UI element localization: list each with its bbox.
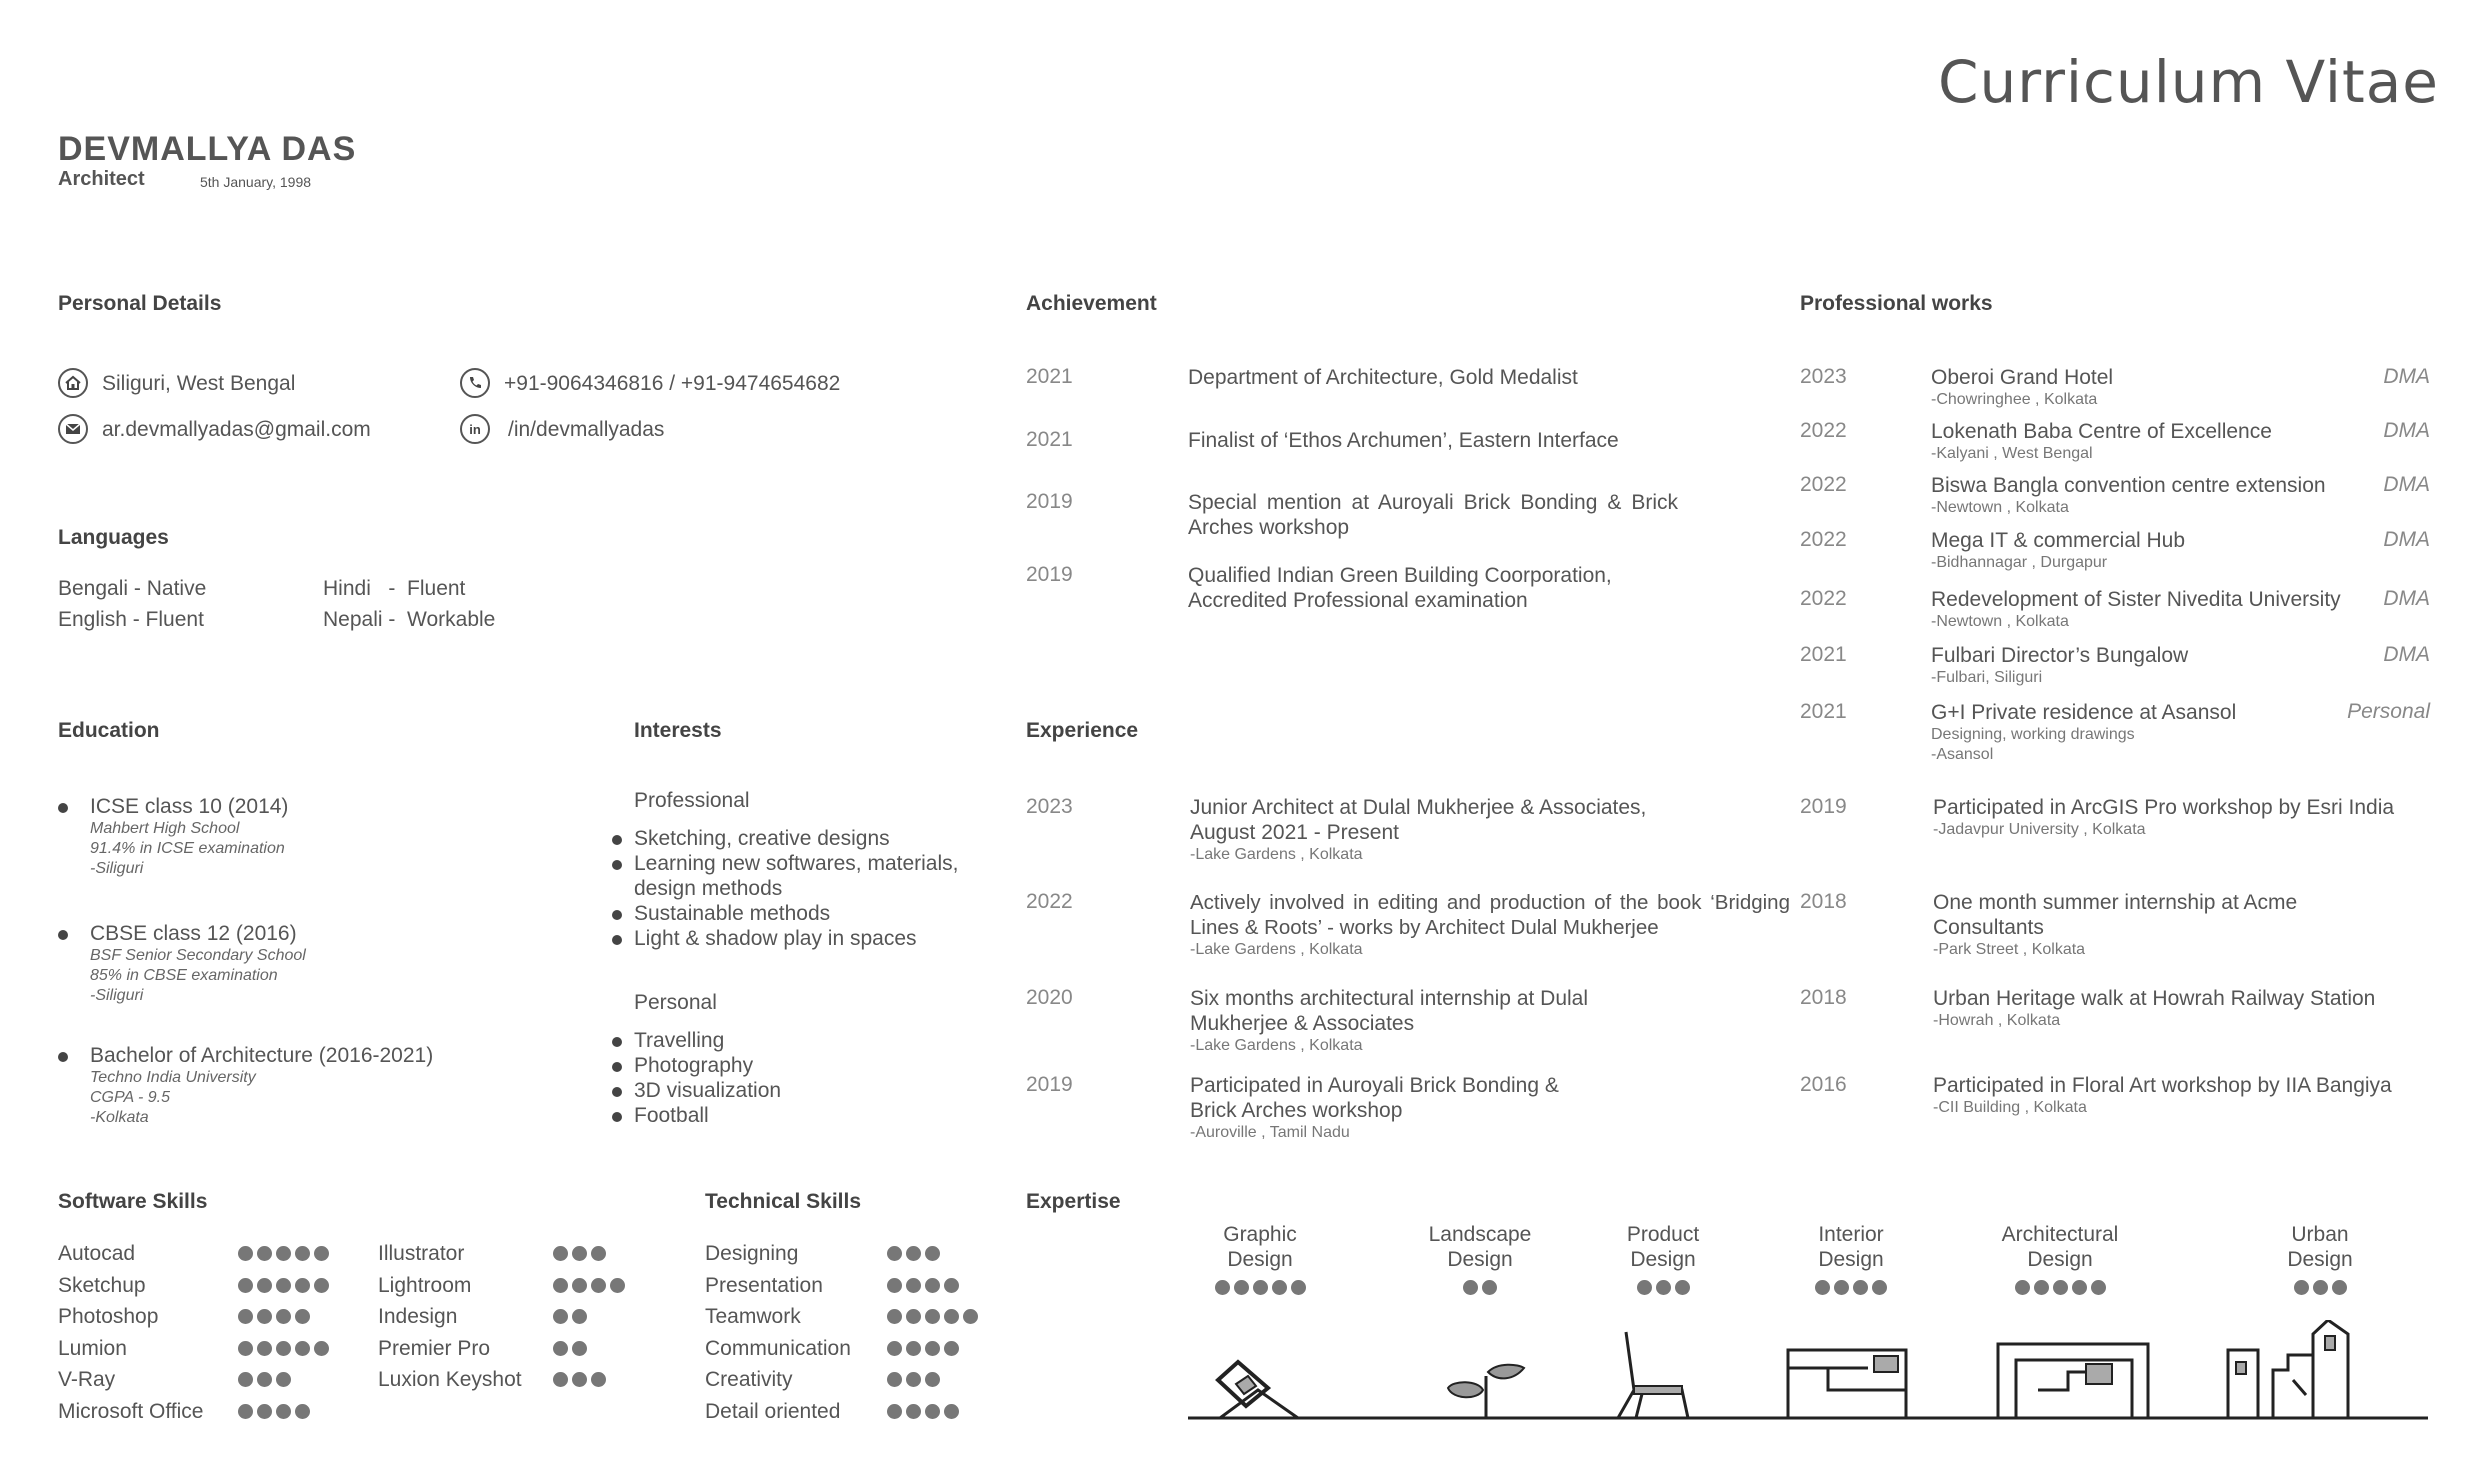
software-skills-col1 <box>58 1238 348 1427</box>
education-heading: Education <box>58 719 160 742</box>
rating-dot <box>238 1341 253 1356</box>
skill-row: Designing <box>705 1238 1005 1270</box>
experience-year: 2019 <box>1026 1073 1073 1096</box>
graphic-design-sketch-icon <box>1188 1362 1298 1418</box>
document-title: Curriculum Vitae <box>1938 48 2439 116</box>
landscape-design-sketch-icon <box>1448 1365 1524 1418</box>
rating-dot <box>906 1309 921 1324</box>
rating-dot <box>1834 1280 1849 1295</box>
mail-icon <box>58 414 88 444</box>
rating-dot <box>1853 1280 1868 1295</box>
interests-personal-label: Personal <box>634 991 717 1014</box>
skill-row: Detail oriented <box>705 1396 1005 1428</box>
workshop-year: 2018 <box>1800 986 1847 1009</box>
skill-rating <box>887 1309 978 1324</box>
skill-row: Illustrator <box>378 1238 678 1270</box>
skill-rating <box>238 1372 291 1387</box>
rating-dot <box>314 1246 329 1261</box>
rating-dot <box>1253 1280 1268 1295</box>
rating-dot <box>257 1246 272 1261</box>
expertise-item-interior: Interior Design <box>1771 1222 1931 1295</box>
rating-dot <box>1291 1280 1306 1295</box>
language-item: English - Fluent <box>58 608 204 631</box>
experience-item: Actively involved in editing and production of the book ‘Bridging Lines & Roots’ - works by Architect Dulal Mukherjee -Lake Gardens , Kolkata <box>1190 891 1790 958</box>
rating-dot <box>944 1404 959 1419</box>
rating-dot <box>963 1309 978 1324</box>
interests-professional-label: Professional <box>634 789 750 812</box>
person-name: DEVMALLYA DAS <box>58 130 357 168</box>
skill-rating <box>553 1372 606 1387</box>
technical-skills-heading: Technical Skills <box>705 1190 862 1213</box>
expertise-item-landscape: Landscape Design <box>1400 1222 1560 1295</box>
rating-dot <box>887 1246 902 1261</box>
rating-dot <box>2053 1280 2068 1295</box>
expertise-rating <box>1180 1280 1340 1295</box>
phone-icon <box>460 368 490 398</box>
rating-dot <box>944 1341 959 1356</box>
rating-dot <box>276 1309 291 1324</box>
rating-dot <box>591 1246 606 1261</box>
rating-dot <box>572 1246 587 1261</box>
expertise-rating <box>1583 1280 1743 1295</box>
rating-dot <box>238 1309 253 1324</box>
date-of-birth: 5th January, 1998 <box>200 174 312 190</box>
skill-rating <box>238 1309 310 1324</box>
rating-dot <box>906 1278 921 1293</box>
rating-dot <box>2091 1280 2106 1295</box>
experience-item: Six months architectural internship at Dulal Mukherjee & Associates -Lake Gardens , Kolkata <box>1190 987 1589 1054</box>
rating-dot <box>257 1404 272 1419</box>
rating-dot <box>314 1341 329 1356</box>
rating-dot <box>295 1309 310 1324</box>
rating-dot <box>610 1278 625 1293</box>
skill-row: Autocad <box>58 1238 348 1270</box>
skill-row: Sketchup <box>58 1270 348 1302</box>
skill-row: Lightroom <box>378 1270 678 1302</box>
skill-row: Communication <box>705 1333 1005 1365</box>
rating-dot <box>925 1372 940 1387</box>
rating-dot <box>2072 1280 2087 1295</box>
rating-dot <box>553 1278 568 1293</box>
workshop-item: Participated in ArcGIS Pro workshop by Esri India -Jadavpur University , Kolkata <box>1933 796 2395 838</box>
rating-dot <box>2313 1280 2328 1295</box>
achievement-text: Special mention at Auroyali Brick Bonding & Brick Arches workshop <box>1188 491 1678 539</box>
workshop-year: 2018 <box>1800 890 1847 913</box>
experience-item: Junior Architect at Dulal Mukherjee & Associates, August 2021 - Present -Lake Gardens , Kolkata <box>1190 796 1647 863</box>
education-item: Bachelor of Architecture (2016-2021) Techno India University CGPA - 9.5 -Kolkata <box>58 1043 578 1128</box>
rating-dot <box>1272 1280 1287 1295</box>
rating-dot <box>1215 1280 1230 1295</box>
email-row <box>58 414 371 444</box>
education-item: CBSE class 12 (2016) BSF Senior Secondary School 85% in CBSE examination -Siliguri <box>58 921 578 1006</box>
list-item: Travelling <box>612 1028 1002 1053</box>
languages-heading: Languages <box>58 526 169 549</box>
skill-row: Teamwork <box>705 1301 1005 1333</box>
rating-dot <box>906 1341 921 1356</box>
language-item: Nepali - Workable <box>323 608 496 631</box>
expertise-rating <box>1980 1280 2140 1295</box>
experience-year: 2020 <box>1026 986 1073 1009</box>
rating-dot <box>276 1278 291 1293</box>
home-icon <box>58 368 88 398</box>
list-item: Learning new softwares, materials, design methods <box>612 851 1002 901</box>
rating-dot <box>276 1372 291 1387</box>
achievement-year: 2019 <box>1026 490 1073 513</box>
professional-works-heading: Professional works <box>1800 292 1993 315</box>
email-link[interactable]: ar.devmallyadas@gmail.com <box>102 417 371 441</box>
rating-dot <box>257 1309 272 1324</box>
language-item: Bengali - Native <box>58 577 207 600</box>
education-title: CBSE class 12 (2016) <box>90 922 297 945</box>
rating-dot <box>553 1246 568 1261</box>
workshop-item: One month summer internship at Acme Consultants -Park Street , Kolkata <box>1933 891 2298 958</box>
list-item: 3D visualization <box>612 1078 1002 1103</box>
rating-dot <box>1872 1280 1887 1295</box>
rating-dot <box>238 1404 253 1419</box>
expertise-heading: Expertise <box>1026 1190 1121 1213</box>
expertise-sketch-illustration <box>1188 1320 2428 1425</box>
linkedin-link[interactable]: /in/devmallyadas <box>508 417 665 441</box>
skill-row: Photoshop <box>58 1301 348 1333</box>
expertise-rating <box>1771 1280 1931 1295</box>
rating-dot <box>276 1404 291 1419</box>
achievement-text: Department of Architecture, Gold Medalist <box>1188 366 1578 389</box>
rating-dot <box>276 1341 291 1356</box>
skill-row: Creativity <box>705 1364 1005 1396</box>
skill-row: Lumion <box>58 1333 348 1365</box>
achievement-heading: Achievement <box>1026 292 1157 315</box>
rating-dot <box>572 1341 587 1356</box>
skill-row: V-Ray <box>58 1364 348 1396</box>
list-item: Photography <box>612 1053 1002 1078</box>
skill-rating <box>887 1341 959 1356</box>
expertise-item-product: Product Design <box>1583 1222 1743 1295</box>
experience-heading: Experience <box>1026 719 1139 742</box>
rating-dot <box>572 1372 587 1387</box>
location-row <box>58 368 295 398</box>
interests-personal-list <box>612 1028 1002 1128</box>
rating-dot <box>257 1278 272 1293</box>
list-item: Sketching, creative designs <box>612 826 1002 851</box>
education-title: Bachelor of Architecture (2016-2021) <box>90 1044 434 1067</box>
education-item: ICSE class 10 (2014) Mahbert High School 91.4% in ICSE examination -Siliguri <box>58 794 578 879</box>
achievement-year: 2019 <box>1026 563 1073 586</box>
interests-heading: Interests <box>634 719 722 742</box>
rating-dot <box>295 1404 310 1419</box>
rating-dot <box>295 1246 310 1261</box>
workshop-year: 2016 <box>1800 1073 1847 1096</box>
rating-dot <box>276 1246 291 1261</box>
linkedin-icon: in <box>460 414 490 444</box>
rating-dot <box>238 1278 253 1293</box>
architectural-design-sketch-icon <box>1998 1344 2148 1418</box>
product-design-sketch-icon <box>1618 1332 1688 1418</box>
linkedin-row <box>460 414 664 444</box>
rating-dot <box>257 1341 272 1356</box>
rating-dot <box>591 1278 606 1293</box>
achievement-year: 2021 <box>1026 365 1073 388</box>
skill-rating <box>887 1246 940 1261</box>
rating-dot <box>238 1372 253 1387</box>
expertise-item-urban: Urban Design <box>2240 1222 2400 1295</box>
software-skills-col2 <box>378 1238 678 1396</box>
rating-dot <box>295 1341 310 1356</box>
rating-dot <box>1656 1280 1671 1295</box>
skill-rating <box>238 1278 329 1293</box>
rating-dot <box>925 1278 940 1293</box>
rating-dot <box>1675 1280 1690 1295</box>
skill-rating <box>887 1372 940 1387</box>
experience-year: 2022 <box>1026 890 1073 913</box>
rating-dot <box>1815 1280 1830 1295</box>
achievement-text: Finalist of ‘Ethos Archumen’, Eastern Interface <box>1188 429 1619 452</box>
expertise-item-architectural: Architectural Design <box>1980 1222 2140 1295</box>
rating-dot <box>906 1246 921 1261</box>
education-title: ICSE class 10 (2014) <box>90 795 289 818</box>
rating-dot <box>2034 1280 2049 1295</box>
phone-text: +91-9064346816 / +91-9474654682 <box>504 371 841 395</box>
workshop-item: Participated in Floral Art workshop by IIA Bangiya -CII Building , Kolkata <box>1933 1074 2392 1116</box>
technical-skills-list <box>705 1238 1005 1427</box>
rating-dot <box>887 1341 902 1356</box>
skill-row: Premier Pro <box>378 1333 678 1365</box>
rating-dot <box>906 1404 921 1419</box>
skill-rating <box>238 1404 310 1419</box>
rating-dot <box>944 1278 959 1293</box>
interior-design-sketch-icon <box>1788 1350 1906 1418</box>
rating-dot <box>887 1372 902 1387</box>
rating-dot <box>1463 1280 1478 1295</box>
rating-dot <box>553 1372 568 1387</box>
rating-dot <box>553 1341 568 1356</box>
rating-dot <box>925 1246 940 1261</box>
skill-rating <box>887 1278 959 1293</box>
skill-rating <box>553 1341 587 1356</box>
skill-row: Presentation <box>705 1270 1005 1302</box>
rating-dot <box>925 1404 940 1419</box>
experience-item: Participated in Auroyali Brick Bonding & Brick Arches workshop -Auroville , Tamil Nadu <box>1190 1074 1559 1141</box>
rating-dot <box>1234 1280 1249 1295</box>
skill-row: Luxion Keyshot <box>378 1364 678 1396</box>
rating-dot <box>2294 1280 2309 1295</box>
achievement-year: 2021 <box>1026 428 1073 451</box>
achievement-text: Qualified Indian Green Building Coorporation, Accredited Professional examination <box>1188 564 1612 612</box>
expertise-item-graphic: Graphic Design <box>1180 1222 1340 1295</box>
rating-dot <box>314 1278 329 1293</box>
list-item: Light & shadow play in spaces <box>612 926 1002 951</box>
person-role: Architect <box>58 168 145 190</box>
personal-details-heading: Personal Details <box>58 292 222 315</box>
skill-rating <box>553 1278 625 1293</box>
workshop-item: Urban Heritage walk at Howrah Railway Station -Howrah , Kolkata <box>1933 987 2376 1029</box>
skill-rating <box>553 1309 587 1324</box>
rating-dot <box>238 1246 253 1261</box>
rating-dot <box>887 1309 902 1324</box>
experience-year: 2023 <box>1026 795 1073 818</box>
rating-dot <box>553 1309 568 1324</box>
rating-dot <box>2332 1280 2347 1295</box>
skill-row: Microsoft Office <box>58 1396 348 1428</box>
location-text: Siliguri, West Bengal <box>102 371 296 395</box>
software-skills-heading: Software Skills <box>58 1190 208 1213</box>
list-item: Football <box>612 1103 1002 1128</box>
skill-rating <box>238 1246 329 1261</box>
rating-dot <box>257 1372 272 1387</box>
workshop-year: 2019 <box>1800 795 1847 818</box>
rating-dot <box>887 1278 902 1293</box>
rating-dot <box>944 1309 959 1324</box>
rating-dot <box>572 1278 587 1293</box>
rating-dot <box>906 1372 921 1387</box>
expertise-rating <box>1400 1280 1560 1295</box>
urban-design-sketch-icon <box>2228 1320 2348 1418</box>
rating-dot <box>925 1341 940 1356</box>
interests-professional-list <box>612 826 1002 951</box>
rating-dot <box>572 1309 587 1324</box>
expertise-rating <box>2240 1280 2400 1295</box>
rating-dot <box>1637 1280 1652 1295</box>
rating-dot <box>1482 1280 1497 1295</box>
language-item: Hindi - Fluent <box>323 577 466 600</box>
rating-dot <box>295 1278 310 1293</box>
list-item: Sustainable methods <box>612 901 1002 926</box>
skill-rating <box>887 1404 959 1419</box>
rating-dot <box>925 1309 940 1324</box>
skill-row: Indesign <box>378 1301 678 1333</box>
rating-dot <box>591 1372 606 1387</box>
skill-rating <box>238 1341 329 1356</box>
skill-rating <box>553 1246 606 1261</box>
rating-dot <box>2015 1280 2030 1295</box>
rating-dot <box>887 1404 902 1419</box>
phone-row <box>460 368 840 398</box>
